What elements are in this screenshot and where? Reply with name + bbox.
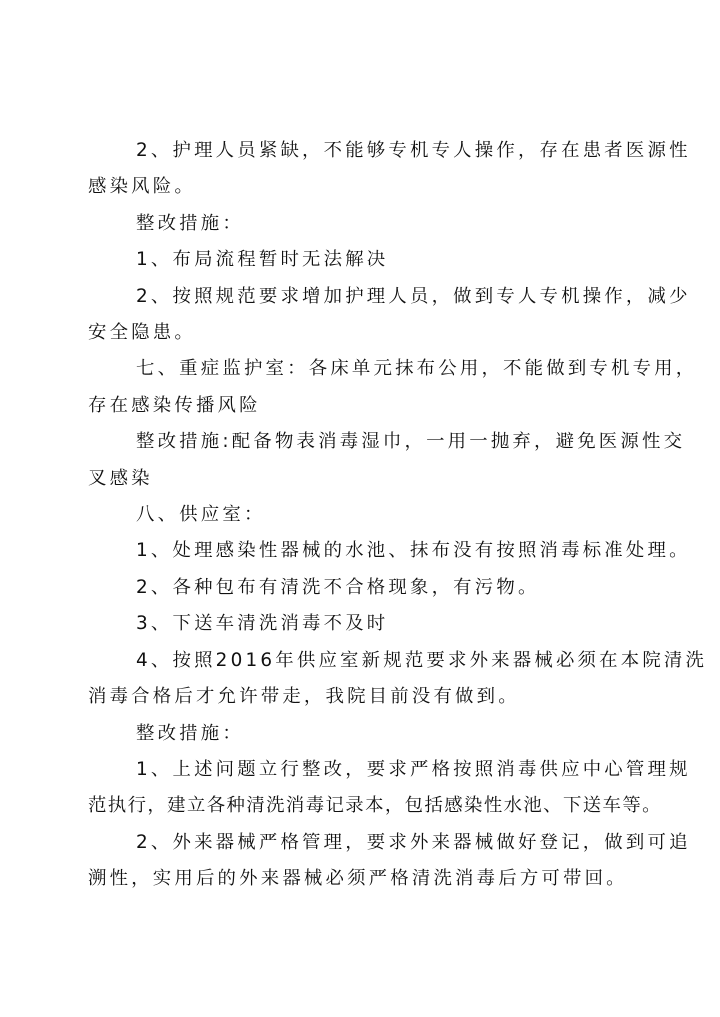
paragraph-line: 2、各种包布有清洗不合格现象，有污物。 bbox=[136, 576, 540, 598]
paragraph-line: 存在感染传播风险 bbox=[88, 394, 261, 416]
paragraph-line: 叉感染 bbox=[88, 467, 153, 489]
paragraph-line: 消毒合格后才允许带走，我院目前没有做到。 bbox=[88, 686, 520, 708]
heading-rectification-measures bbox=[88, 716, 640, 752]
section-supply-room bbox=[88, 497, 640, 533]
paragraph-line: 安全隐患。 bbox=[88, 322, 196, 344]
document-body bbox=[88, 133, 708, 898]
list-item bbox=[88, 825, 691, 898]
paragraph-line: 七、重症监护室：各床单元抹布公用，不能做到专机专用， bbox=[136, 358, 698, 380]
paragraph-line: 整改措施:配备物表消毒湿巾，一用一抛弃，避免医源性交 bbox=[136, 431, 686, 453]
list-item bbox=[88, 533, 691, 569]
paragraph-line: 1、处理感染性器械的水池、抹布没有按照消毒标准处理。 bbox=[136, 540, 691, 562]
paragraph-line: 3、下送车清洗消毒不及时 bbox=[136, 613, 389, 635]
paragraph-line: 感染风险。 bbox=[88, 176, 196, 198]
section-icu bbox=[88, 351, 698, 424]
list-item bbox=[88, 279, 691, 352]
paragraph-line: 4、按照2016年供应室新规范要求外来器械必须在本院清洗 bbox=[136, 649, 708, 671]
list-item bbox=[88, 752, 691, 825]
paragraph-line: 2、按照规范要求增加护理人员，做到专人专机操作，减少 bbox=[136, 285, 691, 307]
list-item bbox=[88, 643, 708, 716]
paragraph-line: 1、布局流程暂时无法解决 bbox=[136, 249, 389, 271]
list-item bbox=[88, 242, 640, 278]
paragraph-line: 2、外来器械严格管理，要求外来器械做好登记，做到可追 bbox=[136, 831, 691, 853]
paragraph-nursing-shortage bbox=[88, 133, 691, 206]
list-item bbox=[88, 570, 640, 606]
paragraph-line: 整改措施： bbox=[136, 212, 244, 234]
paragraph-line: 整改措施： bbox=[136, 722, 244, 744]
paragraph-line: 1、上述问题立行整改，要求严格按照消毒供应中心管理规 bbox=[136, 758, 691, 780]
list-item bbox=[88, 606, 640, 642]
heading-rectification-measures bbox=[88, 206, 640, 242]
paragraph-icu-measures bbox=[88, 424, 686, 497]
paragraph-line: 范执行，建立各种清洗消毒记录本，包括感染性水池、下送车等。 bbox=[88, 795, 662, 817]
paragraph-line: 溯性，实用后的外来器械必须严格清洗消毒后方可带回。 bbox=[88, 868, 628, 890]
paragraph-line: 2、护理人员紧缺，不能够专机专人操作，存在患者医源性 bbox=[136, 140, 691, 161]
paragraph-line: 八、供应室： bbox=[136, 504, 266, 526]
